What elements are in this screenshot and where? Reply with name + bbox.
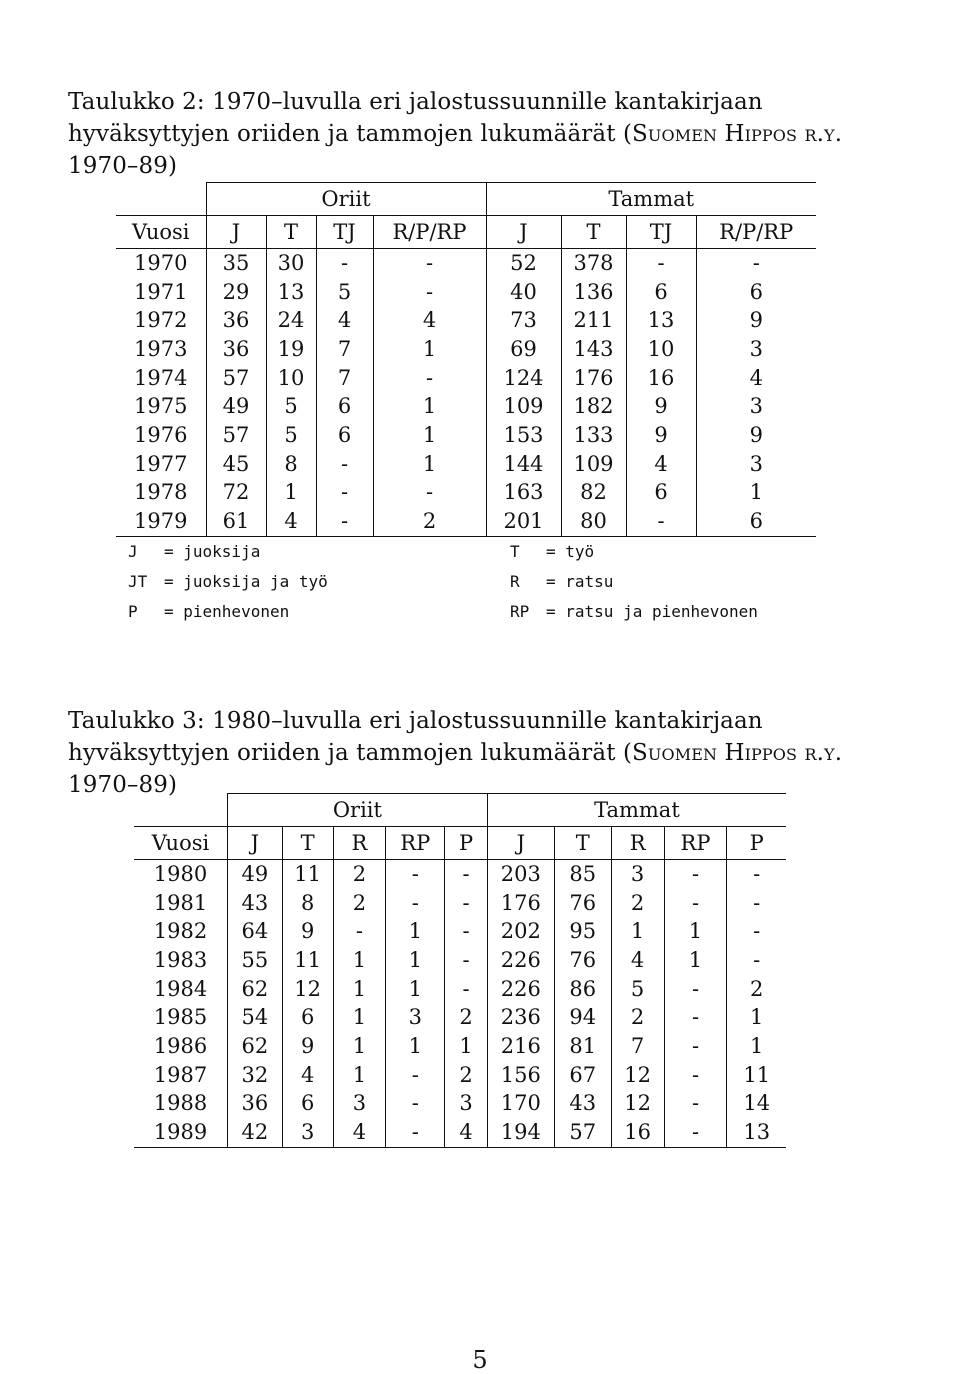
table-cell: -	[664, 975, 727, 1004]
table-cell: 54	[227, 1003, 282, 1032]
table-cell: 36	[206, 335, 266, 364]
table-row	[116, 364, 816, 393]
table-cell: 16	[626, 364, 696, 393]
table-cell: 4	[445, 1118, 488, 1147]
table-cell: 143	[561, 335, 626, 364]
table-cell: 49	[206, 392, 266, 421]
table-cell: 136	[561, 278, 626, 307]
table-cell: -	[373, 479, 486, 508]
table-cell: -	[727, 889, 786, 918]
table-cell: 3	[696, 392, 816, 421]
year-cell: 1976	[134, 422, 188, 447]
table-cell: -	[316, 249, 373, 278]
table-cell: 29	[206, 278, 266, 307]
column-header: P	[727, 827, 786, 860]
table-cell: 12	[611, 1061, 664, 1090]
table-cell: 4	[373, 306, 486, 335]
table-cell: 144	[486, 450, 561, 479]
table-cell: 16	[611, 1118, 664, 1147]
table-cell: 1	[611, 917, 664, 946]
table-cell: 6	[626, 479, 696, 508]
table-cell: 19	[266, 335, 316, 364]
table-cell: 57	[206, 364, 266, 393]
table-cell: 3	[611, 860, 664, 889]
table-cell: 8	[282, 889, 333, 918]
year-cell: 1981	[153, 890, 208, 915]
table-cell: 6	[316, 421, 373, 450]
table2-caption-tail: 1970–89)	[68, 153, 178, 179]
table-cell: 13	[727, 1118, 786, 1147]
table-cell: 57	[206, 421, 266, 450]
table-cell: 176	[487, 889, 554, 918]
table-cell: 45	[206, 450, 266, 479]
table-row	[134, 1090, 786, 1119]
legend-entry	[128, 537, 328, 567]
table-cell: 1	[333, 1003, 386, 1032]
column-header: TJ	[316, 216, 373, 249]
column-header: J	[227, 827, 282, 860]
table3	[134, 793, 786, 1148]
legend-text: = juoksija	[164, 542, 261, 561]
table-cell: 86	[554, 975, 611, 1004]
table-row	[134, 1061, 786, 1090]
table-cell: 2	[611, 1003, 664, 1032]
table-cell: 6	[282, 1003, 333, 1032]
table-cell: 153	[486, 421, 561, 450]
table-cell: -	[664, 889, 727, 918]
table-cell: -	[373, 249, 486, 278]
table-cell: 6	[696, 278, 816, 307]
column-header: T	[282, 827, 333, 860]
table-cell: -	[727, 860, 786, 889]
table-cell: 2	[333, 889, 386, 918]
table-cell: 2	[611, 889, 664, 918]
table-cell: 5	[266, 392, 316, 421]
table-cell: -	[373, 278, 486, 307]
year-cell: 1974	[134, 365, 188, 390]
table-cell: 4	[626, 450, 696, 479]
table-cell: -	[386, 1090, 445, 1119]
legend-key: J	[128, 542, 138, 561]
table-cell: 163	[486, 479, 561, 508]
legend-text: = pienhevonen	[164, 602, 290, 621]
column-header: P	[445, 827, 488, 860]
table-row	[116, 249, 816, 278]
table-cell: 1	[266, 479, 316, 508]
table-row	[134, 946, 786, 975]
table-cell: 5	[611, 975, 664, 1004]
table3-caption-org: Suomen Hippos r.y.	[632, 740, 843, 766]
table-cell: 36	[227, 1090, 282, 1119]
table-cell: 40	[486, 278, 561, 307]
table-cell: 378	[561, 249, 626, 278]
table-cell: 12	[282, 975, 333, 1004]
table-cell: 226	[487, 946, 554, 975]
legend-text: = ratsu ja pienhevonen	[546, 602, 758, 621]
table-cell: 4	[611, 946, 664, 975]
empty-corner-cell	[116, 183, 206, 216]
table-cell: 109	[561, 450, 626, 479]
table-cell: 6	[316, 392, 373, 421]
table-cell: -	[727, 917, 786, 946]
table-cell: 2	[373, 507, 486, 536]
table-cell: 57	[554, 1118, 611, 1147]
column-header: RP	[664, 827, 727, 860]
column-header: R/P/RP	[373, 216, 486, 249]
table2-caption-text: Taulukko 2: 1970–luvulla eri jalostussuunnille kantakirjaan hyväksyttyjen oriiden ja tammojen lukumäärät (	[68, 89, 763, 147]
table-cell: 81	[554, 1032, 611, 1061]
table-cell: 24	[266, 306, 316, 335]
year-cell: 1987	[153, 1062, 208, 1087]
legend-key: T	[510, 542, 520, 561]
table-cell: 9	[696, 421, 816, 450]
legend-key: JT	[128, 572, 148, 591]
table3-caption	[68, 705, 868, 801]
table-cell: -	[373, 364, 486, 393]
column-header: T	[561, 216, 626, 249]
table-row	[134, 860, 786, 889]
table-cell: 202	[487, 917, 554, 946]
table-row	[116, 335, 816, 364]
table-cell: -	[664, 1061, 727, 1090]
legend-text: = juoksija ja työ	[164, 572, 328, 591]
table-cell: 42	[227, 1118, 282, 1147]
table2-caption-org: Suomen Hippos r.y.	[632, 121, 843, 147]
table-cell: -	[386, 889, 445, 918]
legend-entry	[510, 567, 758, 597]
table-cell: 64	[227, 917, 282, 946]
table-cell: 10	[626, 335, 696, 364]
legend-entry	[128, 567, 328, 597]
group-header-stallions: Oriit	[206, 183, 486, 216]
table-cell: -	[445, 889, 488, 918]
table-cell: 94	[554, 1003, 611, 1032]
table-row	[134, 917, 786, 946]
table-cell: -	[316, 450, 373, 479]
table-cell: 216	[487, 1032, 554, 1061]
table-cell: -	[664, 1090, 727, 1119]
table-cell: 13	[626, 306, 696, 335]
year-cell: 1985	[153, 1005, 208, 1030]
table-cell: -	[386, 1118, 445, 1147]
table-row	[134, 975, 786, 1004]
table-cell: 1	[386, 917, 445, 946]
column-header: J	[487, 827, 554, 860]
legend-text: = työ	[546, 542, 595, 561]
table-cell: 52	[486, 249, 561, 278]
table-cell: 1	[333, 975, 386, 1004]
year-cell: 1989	[134, 1118, 227, 1147]
table-cell: 12	[611, 1090, 664, 1119]
table2-group-row	[116, 183, 816, 216]
table-cell: 35	[206, 249, 266, 278]
table-cell: -	[316, 479, 373, 508]
table-cell: 7	[316, 364, 373, 393]
table-cell: 1	[333, 1032, 386, 1061]
table-cell: -	[386, 1061, 445, 1090]
table-cell: 1	[333, 946, 386, 975]
column-header: T	[266, 216, 316, 249]
year-cell: 1980	[153, 861, 208, 886]
table-cell: -	[664, 860, 727, 889]
table-cell: 1	[445, 1032, 488, 1061]
table-cell: 236	[487, 1003, 554, 1032]
table-cell: 1	[727, 1003, 786, 1032]
table-cell: 182	[561, 392, 626, 421]
table-cell: 43	[227, 889, 282, 918]
table-cell: 49	[227, 860, 282, 889]
table-cell: 176	[561, 364, 626, 393]
table-cell: 1	[727, 1032, 786, 1061]
table-cell: 1	[373, 450, 486, 479]
table-cell: 9	[282, 917, 333, 946]
table-cell: 109	[486, 392, 561, 421]
table-cell: 14	[727, 1090, 786, 1119]
table-cell: 13	[266, 278, 316, 307]
table-row	[116, 507, 816, 536]
table-cell: 11	[727, 1061, 786, 1090]
table-cell: 9	[282, 1032, 333, 1061]
table-row	[116, 278, 816, 307]
table-cell: 2	[445, 1061, 488, 1090]
column-header: T	[554, 827, 611, 860]
table-cell: 2	[333, 860, 386, 889]
legend-key: R	[510, 572, 520, 591]
table-cell: 7	[611, 1032, 664, 1061]
table-cell: 7	[316, 335, 373, 364]
table-cell: 8	[266, 450, 316, 479]
table-row	[116, 421, 816, 450]
column-header: R	[611, 827, 664, 860]
table-row	[134, 1032, 786, 1061]
table-cell: 11	[282, 860, 333, 889]
table-cell: -	[445, 946, 488, 975]
table-cell: 6	[626, 278, 696, 307]
table-cell: 95	[554, 917, 611, 946]
table-cell: 194	[487, 1118, 554, 1147]
table2	[116, 182, 816, 537]
table-cell: 5	[266, 421, 316, 450]
table-row	[116, 392, 816, 421]
table-cell: -	[445, 917, 488, 946]
table-cell: 9	[626, 392, 696, 421]
year-cell: 1973	[134, 336, 188, 361]
table-cell: 1	[373, 392, 486, 421]
group-header-mares: Tammat	[487, 794, 786, 827]
table3-caption-text: Taulukko 3: 1980–luvulla eri jalostussuunnille kantakirjaan hyväksyttyjen oriiden ja tammojen lukumäärät (	[68, 708, 763, 766]
table-cell: 61	[206, 507, 266, 536]
table-cell: 1	[386, 975, 445, 1004]
table-row	[116, 479, 816, 508]
table-cell: 55	[227, 946, 282, 975]
year-cell: 1988	[153, 1091, 208, 1116]
table-row	[134, 1003, 786, 1032]
table-cell: 62	[227, 975, 282, 1004]
table-cell: 3	[386, 1003, 445, 1032]
table-cell: -	[727, 946, 786, 975]
table-cell: -	[696, 249, 816, 278]
group-header-stallions: Oriit	[227, 794, 487, 827]
year-cell: 1979	[116, 507, 206, 536]
table2-legend-right	[510, 537, 758, 627]
table2-header-row	[116, 216, 816, 249]
table-cell: -	[445, 860, 488, 889]
table-cell: 4	[282, 1061, 333, 1090]
year-cell: 1971	[134, 279, 188, 304]
table-cell: -	[386, 860, 445, 889]
table-cell: 62	[227, 1032, 282, 1061]
table-cell: -	[664, 1003, 727, 1032]
table-cell: 1	[373, 421, 486, 450]
table-cell: 36	[206, 306, 266, 335]
table-cell: 10	[266, 364, 316, 393]
column-header: TJ	[626, 216, 696, 249]
table-cell: 3	[696, 450, 816, 479]
table-cell: 133	[561, 421, 626, 450]
table3-group-row	[134, 794, 786, 827]
table-row	[134, 1118, 786, 1147]
table-cell: 1	[386, 1032, 445, 1061]
legend-entry	[510, 597, 758, 627]
table-cell: 4	[316, 306, 373, 335]
table-cell: 211	[561, 306, 626, 335]
table-cell: 1	[664, 917, 727, 946]
table-cell: 32	[227, 1061, 282, 1090]
year-cell: 1977	[134, 451, 188, 476]
column-header: J	[206, 216, 266, 249]
table-row	[134, 889, 786, 918]
table-cell: 5	[316, 278, 373, 307]
year-cell: 1983	[153, 947, 208, 972]
table-cell: 203	[487, 860, 554, 889]
table2-legend-left	[128, 537, 328, 627]
table-cell: 76	[554, 889, 611, 918]
table-cell: 2	[445, 1003, 488, 1032]
year-cell: 1970	[134, 250, 188, 275]
column-header: Vuosi	[116, 216, 206, 249]
table-cell: 1	[664, 946, 727, 975]
table-cell: 67	[554, 1061, 611, 1090]
table-cell: 85	[554, 860, 611, 889]
column-header: J	[486, 216, 561, 249]
table-cell: -	[333, 917, 386, 946]
table-cell: 9	[626, 421, 696, 450]
table2-caption	[68, 86, 868, 182]
table3-caption-tail: 1970–89)	[68, 772, 178, 798]
table-row	[116, 306, 816, 335]
table-cell: -	[445, 975, 488, 1004]
empty-corner-cell	[134, 794, 227, 827]
legend-key: P	[128, 602, 138, 621]
table-cell: 1	[696, 479, 816, 508]
page-number: 5	[472, 1346, 488, 1374]
table-cell: 80	[561, 507, 626, 536]
group-header-mares: Tammat	[486, 183, 816, 216]
table-cell: 73	[486, 306, 561, 335]
table-cell: 1	[333, 1061, 386, 1090]
legend-entry	[128, 597, 328, 627]
table-cell: 76	[554, 946, 611, 975]
table-cell: 3	[696, 335, 816, 364]
legend-entry	[510, 537, 758, 567]
table-cell: 9	[696, 306, 816, 335]
year-cell: 1986	[153, 1033, 208, 1058]
table-cell: 226	[487, 975, 554, 1004]
year-cell: 1978	[134, 480, 188, 505]
table-row	[116, 450, 816, 479]
table-cell: -	[316, 507, 373, 536]
column-header: R/P/RP	[696, 216, 816, 249]
year-cell: 1982	[153, 919, 208, 944]
table-cell: 4	[696, 364, 816, 393]
table-cell: -	[626, 249, 696, 278]
table-cell: 2	[727, 975, 786, 1004]
legend-key: RP	[510, 602, 530, 621]
table-cell: 30	[266, 249, 316, 278]
table3-header-row	[134, 827, 786, 860]
table-cell: 4	[266, 507, 316, 536]
table-cell: 124	[486, 364, 561, 393]
table-cell: 6	[282, 1090, 333, 1119]
table-cell: 4	[333, 1118, 386, 1147]
table-cell: 3	[333, 1090, 386, 1119]
table-cell: -	[626, 507, 696, 536]
year-cell: 1972	[134, 308, 188, 333]
table-cell: 11	[282, 946, 333, 975]
year-cell: 1975	[134, 394, 188, 419]
table-cell: 201	[486, 507, 561, 536]
table-cell: 72	[206, 479, 266, 508]
table-cell: -	[664, 1118, 727, 1147]
table-cell: 156	[487, 1061, 554, 1090]
table-cell: 1	[373, 335, 486, 364]
column-header: RP	[386, 827, 445, 860]
table-cell: 3	[445, 1090, 488, 1119]
column-header: R	[333, 827, 386, 860]
legend-text: = ratsu	[546, 572, 614, 591]
table-cell: 69	[486, 335, 561, 364]
table-cell: 6	[696, 507, 816, 536]
column-header: Vuosi	[134, 827, 227, 860]
table-cell: 3	[282, 1118, 333, 1147]
table-cell: 170	[487, 1090, 554, 1119]
table-cell: 1	[386, 946, 445, 975]
table-cell: -	[664, 1032, 727, 1061]
table-cell: 43	[554, 1090, 611, 1119]
table-cell: 82	[561, 479, 626, 508]
year-cell: 1984	[153, 976, 208, 1001]
